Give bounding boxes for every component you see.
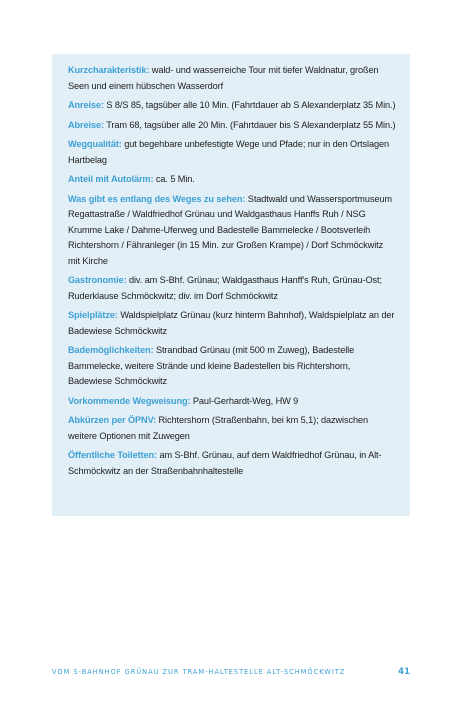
info-label: Öffentliche Toiletten: — [68, 450, 157, 460]
info-label: Abreise: — [68, 119, 104, 130]
info-entry-spielplaetze — [68, 308, 396, 339]
info-text: gut begehbare unbefestigte Wege und Pfade; nur in den Ortslagen Hartbelag — [68, 139, 389, 165]
info-entry-autolaerm — [68, 172, 396, 188]
info-entry-abkuerzen — [68, 413, 396, 444]
info-label: Spielplätze: — [68, 310, 118, 320]
info-label: Anreise: — [68, 100, 104, 110]
info-entry-toiletten — [68, 448, 396, 479]
page-number: 41 — [398, 667, 410, 677]
info-label: Bademöglichkeiten: — [68, 345, 154, 355]
info-entry-gastronomie — [68, 273, 396, 304]
info-text: Paul-Gerhardt-Weg, HW 9 — [192, 395, 299, 406]
info-label: Anteil mit Autolärm: — [68, 174, 154, 184]
info-text: Richtershorn (Straßenbahn, bei km 5,1); dazwischen weitere Optionen mit Zuwegen — [68, 415, 368, 441]
info-text: Strandbad Grünau (mit 500 m Zuweg), Badestelle Bammelecke, weitere Strände und kleine Badestellen bis Richtershorn, Badewiese Schmöckwitz — [68, 345, 355, 386]
info-entry-kurzcharakteristik — [68, 63, 396, 94]
info-entry-abreise — [68, 118, 396, 134]
info-text: S 8/S 85, tagsüber alle 10 Min. (Fahrtdauer ab S Alexanderplatz 35 Min.) — [106, 100, 396, 110]
info-text: div. am S-Bhf. Grünau; Waldgasthaus Hanff's Ruh, Grünau-Ost; Ruderklause Schmöckwitz; div. im Dorf Schmöckwitz — [68, 275, 382, 301]
info-text: Tram 68, tagsüber alle 20 Min. (Fahrtdauer bis S Alexanderplatz 55 Min.) — [106, 119, 396, 130]
info-entry-wegqualitaet — [68, 137, 396, 168]
info-label: Was gibt es entlang des Weges zu sehen: — [68, 193, 246, 204]
info-label: Wegqualität: — [68, 139, 122, 149]
info-text: Stadtwald und Wassersportmuseum Regattastraße / Waldfriedhof Grünau und Waldgasthaus Hanffs Ruh / NSG Krumme Lake / Dahme-Uferweg und Badestelle Bammelecke / Bootsverleih Richtershorn / Fähranleger (in 15 Min. zur Großen Krampe) / Dorf Schmöckwitz mit Kirche — [68, 193, 392, 266]
tour-info-box — [52, 54, 410, 516]
info-text: Waldspielplatz Grünau (kurz hinterm Bahnhof), Waldspielplatz an der Badewiese Schmöckwitz — [68, 310, 395, 336]
info-text: wald- und wasserreiche Tour mit tiefer Waldnatur, großen Seen und einem hübschen Wasserdorf — [68, 65, 379, 91]
info-entry-sehenswertes — [68, 192, 396, 270]
info-label: Gastronomie: — [68, 275, 127, 285]
info-label: Kurzcharakteristik: — [68, 65, 150, 75]
page-footer — [52, 667, 410, 677]
info-label: Vorkommende Wegweisung: — [68, 395, 191, 406]
info-text: am S-Bhf. Grünau, auf dem Waldfriedhof Grünau, in Alt-Schmöckwitz an der Straßenbahnhaltestelle — [68, 450, 382, 476]
info-entry-bademoeglichkeiten — [68, 343, 396, 390]
info-entry-anreise — [68, 98, 396, 114]
info-label: Abkürzen per ÖPNV: — [68, 415, 157, 425]
info-text: ca. 5 Min. — [155, 174, 195, 184]
running-footer-title: VOM S-BAHNHOF GRÜNAU ZUR TRAM-HALTESTELLE ALT-SCHMÖCKWITZ — [52, 668, 346, 676]
info-entry-wegweisung — [68, 394, 396, 410]
